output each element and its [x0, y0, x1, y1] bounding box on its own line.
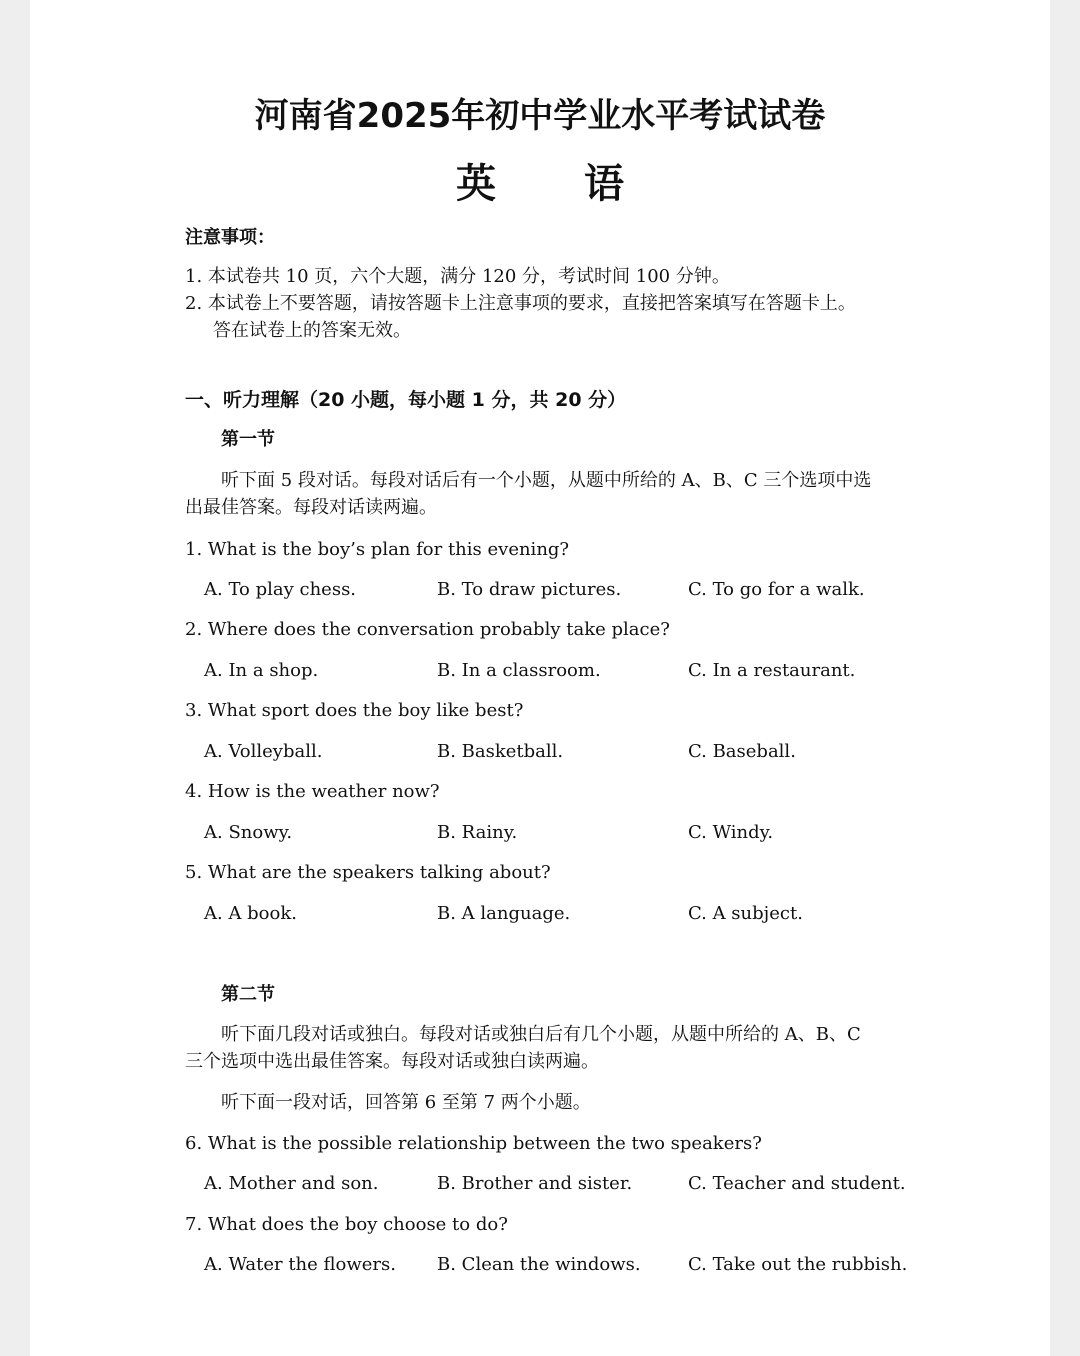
part-2-instruction-line-2: 三个选项中选出最佳答案。每段对话或独白读两遍。 [185, 1051, 599, 1072]
option-b: B. Clean the windows. [437, 1254, 641, 1275]
option-a: A. In a shop. [204, 660, 319, 681]
option-c: C. A subject. [688, 903, 803, 924]
option-b: B. Basketball. [437, 741, 564, 762]
question-text: 7. What does the boy choose to do? [185, 1214, 508, 1235]
option-c: C. Baseball. [688, 741, 796, 762]
subject-char-2: 语 [584, 161, 624, 207]
exam-title: 河南省2025年初中学业水平考试试卷 [254, 96, 826, 136]
question-text: 6. What is the possible relationship between the two speakers? [185, 1133, 762, 1154]
part-2-heading: 第二节 [221, 984, 275, 1005]
question-text: 4. How is the weather now? [185, 781, 440, 802]
option-a: A. To play chess. [204, 579, 357, 600]
option-a: A. Water the flowers. [204, 1254, 396, 1275]
option-c: C. Take out the rubbish. [688, 1254, 908, 1275]
part-1-instruction-line-1: 听下面 5 段对话。每段对话后有一个小题，从题中所给的 A、B、C 三个选项中选 [221, 470, 872, 491]
option-a: A. Snowy. [204, 822, 293, 843]
question-text: 5. What are the speakers talking about? [185, 862, 551, 883]
question-text: 2. Where does the conversation probably take place? [185, 619, 670, 640]
exam-page [30, 0, 1050, 1356]
option-b: B. To draw pictures. [437, 579, 622, 600]
option-c: C. Windy. [688, 822, 774, 843]
option-a: A. A book. [204, 903, 297, 924]
option-c: C. Teacher and student. [688, 1173, 906, 1194]
option-a: A. Volleyball. [204, 741, 323, 762]
option-c: C. In a restaurant. [688, 660, 856, 681]
part-2-instruction-line-3: 听下面一段对话，回答第 6 至第 7 两个小题。 [221, 1092, 591, 1113]
part-2-instruction-line-1: 听下面几段对话或独白。每段对话或独白后有几个小题，从题中所给的 A、B、C [221, 1024, 861, 1045]
part-1-instruction-line-2: 出最佳答案。每段对话读两遍。 [185, 497, 437, 518]
note-item-2-line-2: 答在试卷上的答案无效。 [213, 320, 411, 341]
option-b: B. A language. [437, 903, 571, 924]
option-b: B. In a classroom. [437, 660, 601, 681]
option-b: B. Rainy. [437, 822, 518, 843]
section-1-heading: 一、听力理解（20 小题，每小题 1 分，共 20 分） [185, 389, 627, 411]
notes-heading: 注意事项： [185, 227, 275, 248]
note-item-1: 1. 本试卷共 10 页，六个大题，满分 120 分，考试时间 100 分钟。 [185, 266, 730, 287]
exam-subject [30, 156, 1050, 212]
option-c: C. To go for a walk. [688, 579, 865, 600]
option-b: B. Brother and sister. [437, 1173, 633, 1194]
question-text: 3. What sport does the boy like best? [185, 700, 524, 721]
question-text: 1. What is the boy’s plan for this evening? [185, 539, 570, 560]
option-a: A. Mother and son. [204, 1173, 379, 1194]
note-item-2-line-1: 2. 本试卷上不要答题，请按答题卡上注意事项的要求，直接把答案填写在答题卡上。 [185, 293, 856, 314]
subject-char-1: 英 [456, 161, 496, 207]
part-1-heading: 第一节 [221, 429, 275, 450]
